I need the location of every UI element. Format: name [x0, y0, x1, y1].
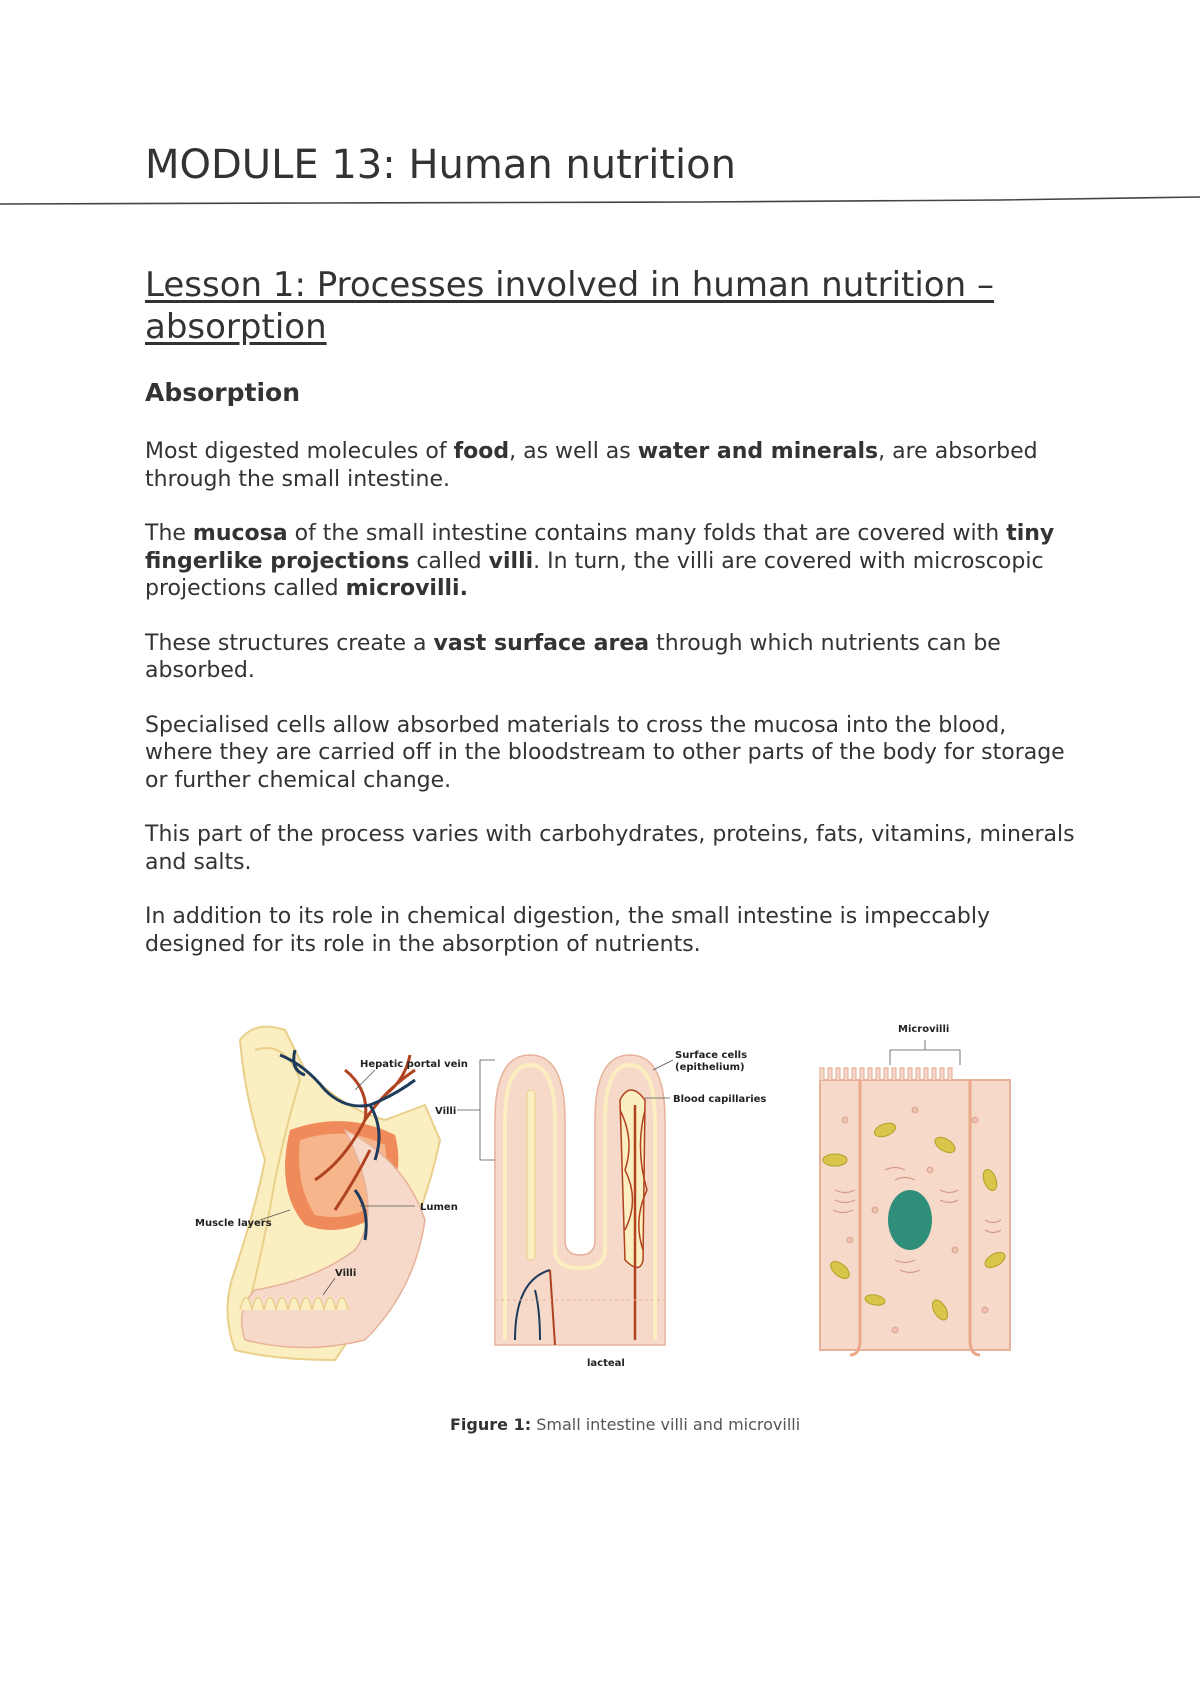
text-run: , are absorbed through the small intestine.: [145, 439, 1038, 492]
intestine-section-illustration: [195, 1027, 468, 1360]
label-hepatic-portal-vein: Hepatic portal vein: [360, 1059, 468, 1070]
label-lumen: Lumen: [420, 1202, 458, 1213]
paragraph-role: In addition to its role in chemical digestion, the small intestine is impeccably designed for its role in the absorption of nutrients.: [145, 904, 990, 957]
figure-caption: [450, 1415, 800, 1434]
label-surface-cells: Surface cells: [675, 1050, 748, 1061]
figure-illustration: [195, 1010, 1025, 1370]
microvilli-cell-illustration: [820, 1024, 1010, 1355]
text-run: The: [145, 521, 193, 546]
paragraph-mucosa: [145, 520, 1075, 603]
text-run: of the small intestine contains many folds that are covered with: [287, 521, 1007, 546]
paragraph-process-varies: This part of the process varies with carbohydrates, proteins, fats, vitamins, minerals and salts.: [145, 822, 1075, 875]
lesson-title: Lesson 1: Processes involved in human nutrition – absorption: [145, 265, 994, 347]
bold-term: villi: [488, 548, 534, 574]
paragraph-food: [145, 438, 1075, 493]
header-rule: [0, 192, 1200, 208]
text-run: These structures create a: [145, 630, 434, 656]
text-run: called: [409, 548, 489, 574]
label-epithelium: (epithelium): [675, 1062, 745, 1073]
bold-term: vast surface area: [433, 630, 650, 656]
label-villi-middle: Villi: [435, 1106, 457, 1117]
label-lacteal: lacteal: [587, 1358, 625, 1369]
caption-text: Small intestine villi and microvilli: [531, 1415, 801, 1434]
label-muscle-layers: Muscle layers: [195, 1218, 272, 1229]
text-run: Most digested molecules of: [145, 439, 454, 464]
body-text: [145, 438, 1075, 985]
bold-term: microvilli.: [345, 576, 468, 601]
caption-label: Figure 1:: [450, 1415, 532, 1434]
bold-term: tiny fingerlike projections: [145, 521, 1055, 574]
text-run: , as well as: [509, 439, 638, 464]
module-title: MODULE 13: Human nutrition: [145, 142, 736, 188]
paragraph-specialised-cells: Specialised cells allow absorbed materials to cross the mucosa into the blood, where they are carried off in the bloodstream to other parts of the body for storage or further chemical change.: [145, 712, 1065, 793]
text-run: through which nutrients can be absorbed.: [145, 630, 1001, 683]
bold-term: water and minerals: [637, 439, 879, 464]
figure-villi-microvilli: [195, 1010, 1025, 1370]
bold-term: mucosa: [192, 521, 288, 546]
label-villi-left: Villi: [335, 1268, 357, 1279]
paragraph-surface-area: [145, 630, 1075, 685]
text-run: . In turn, the villi are covered with microscopic projections called: [145, 548, 1044, 601]
label-microvilli: Microvilli: [898, 1024, 950, 1035]
label-blood-capillaries: Blood capillaries: [673, 1094, 767, 1105]
bold-term: food: [453, 439, 510, 464]
section-heading: Absorption: [145, 378, 301, 407]
villi-illustration: [435, 1050, 766, 1369]
